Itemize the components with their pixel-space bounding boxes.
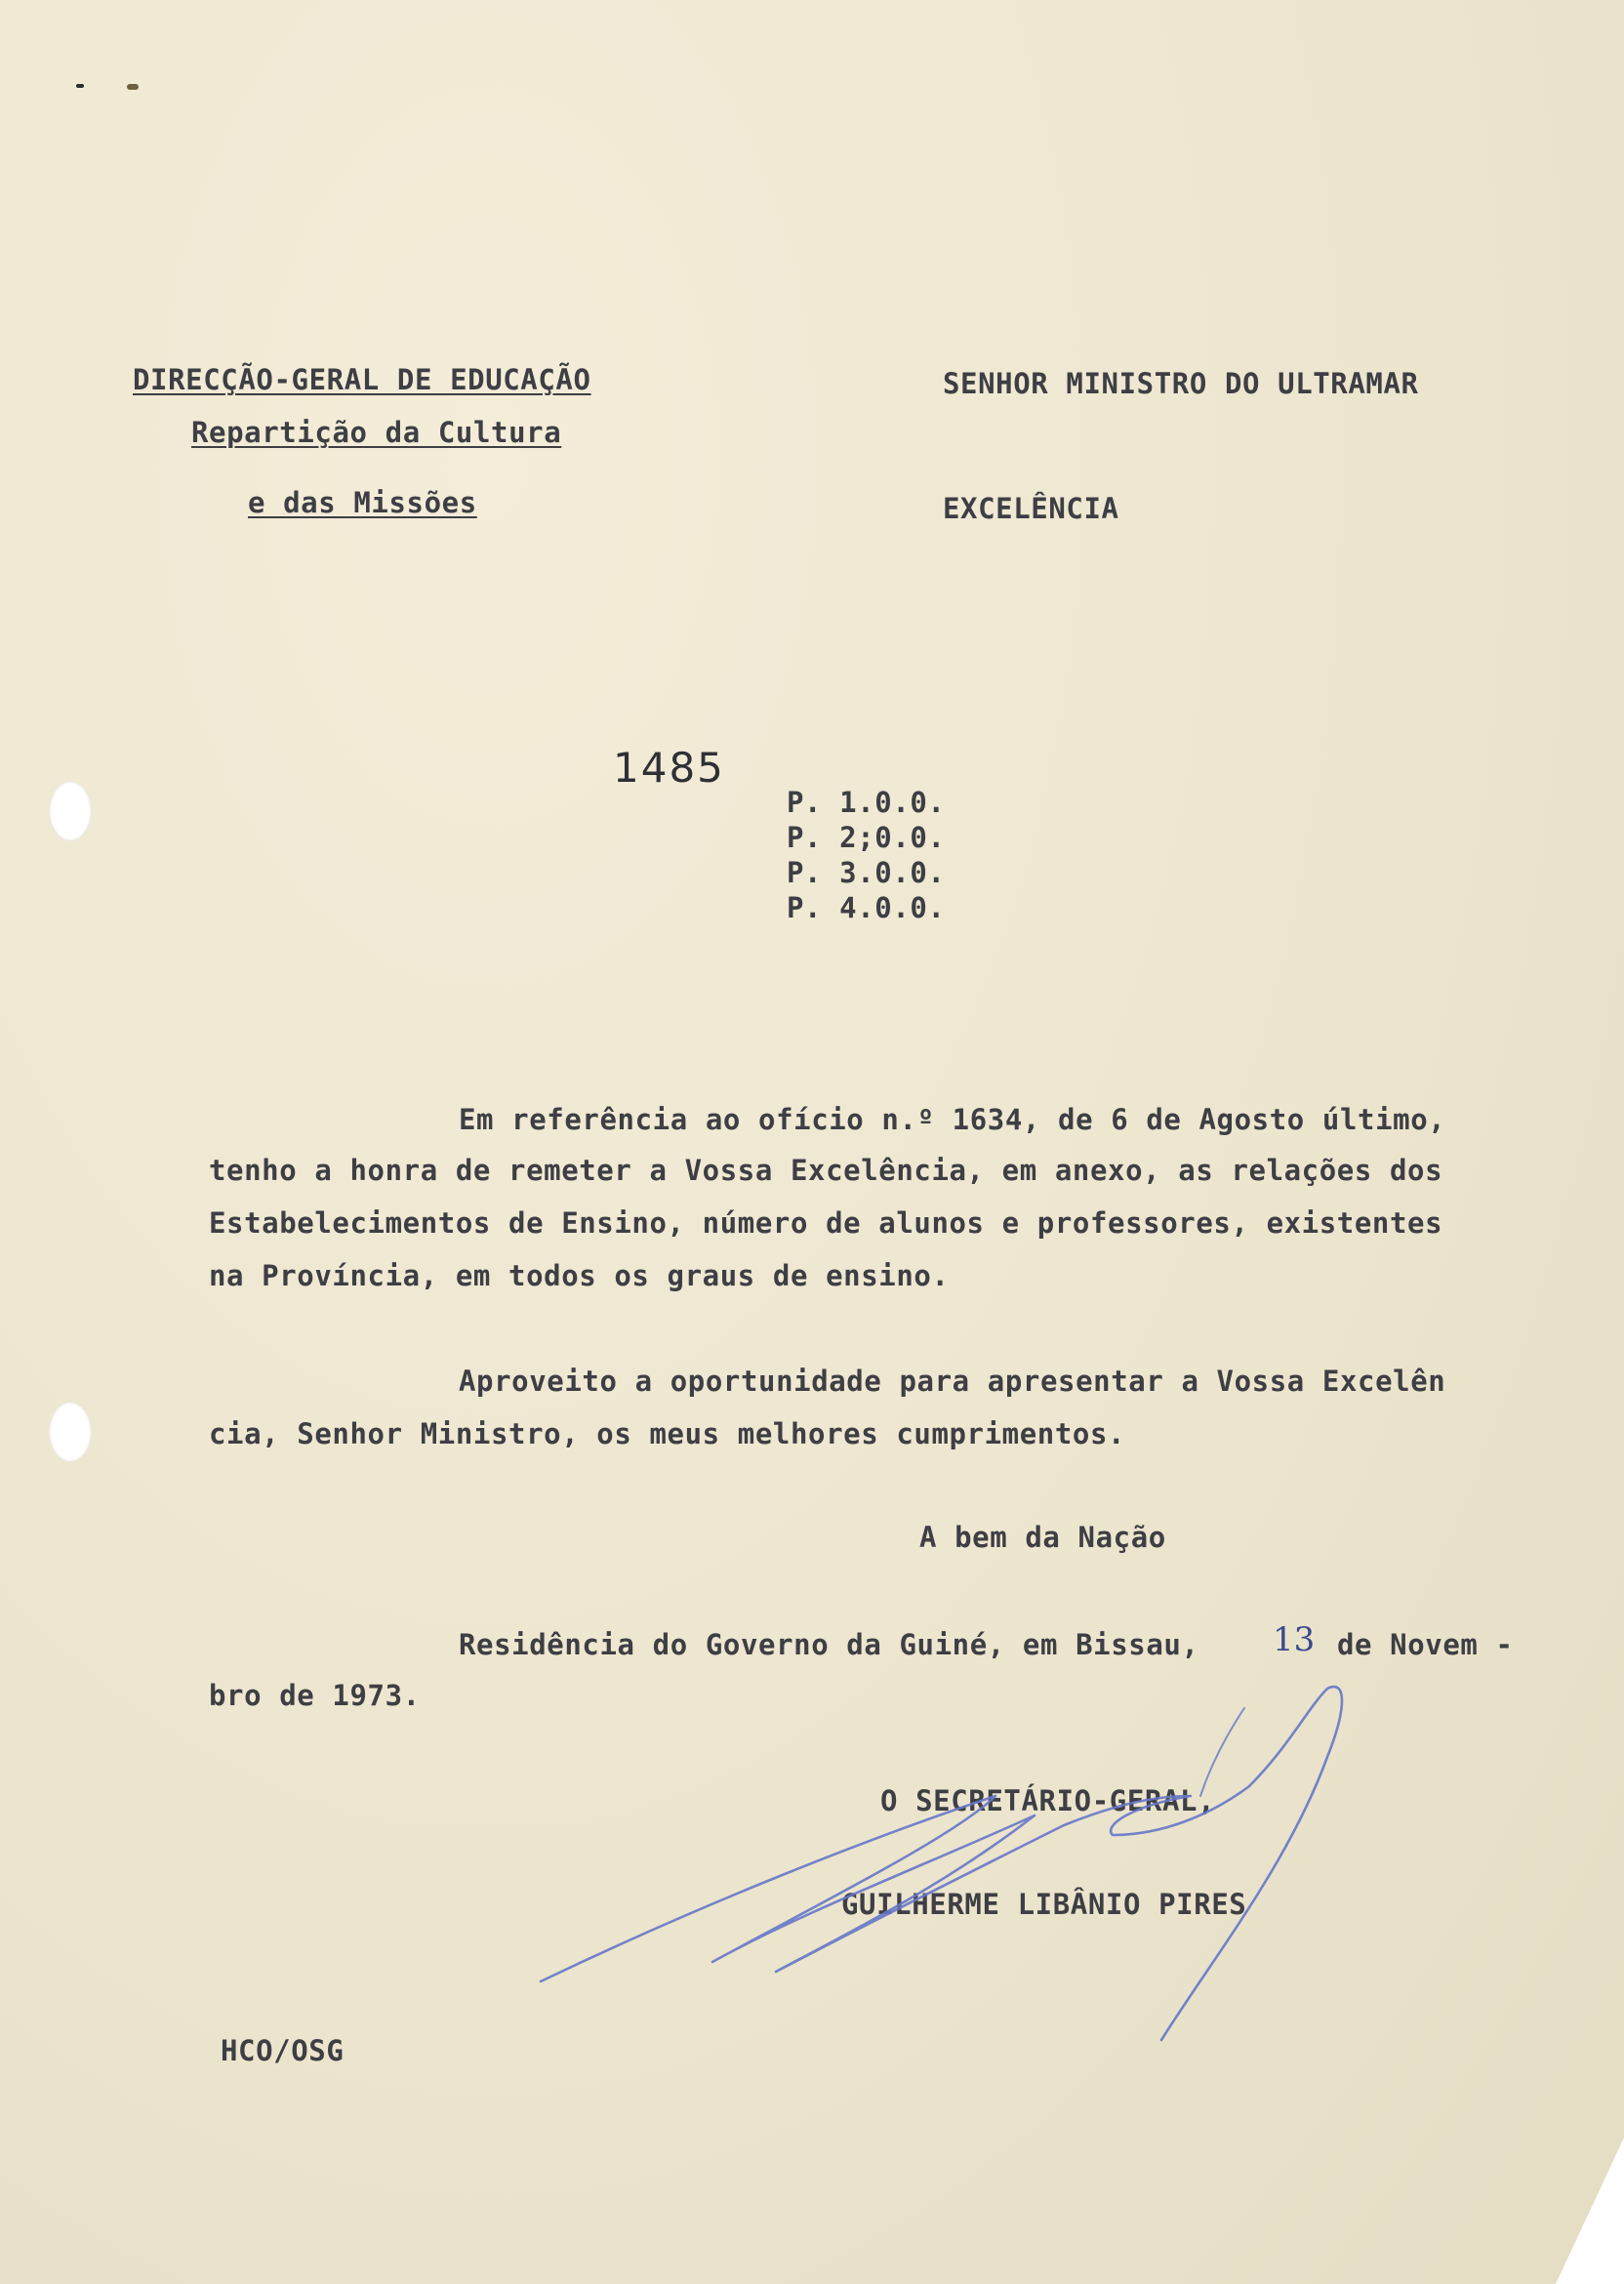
body-para1-line2: tenho a honra de remeter a Vossa Excelência, em anexo, as relações dos xyxy=(209,1154,1443,1187)
ink-speck xyxy=(76,84,84,88)
place-date-line1: Residência do Governo da Guiné, em Bissau, xyxy=(459,1628,1199,1661)
punch-hole-bottom xyxy=(49,1402,92,1462)
process-ref: P. 4.0.0. xyxy=(787,891,946,924)
process-ref: P. 2;0.0. xyxy=(787,821,946,854)
reference-initials: HCO/OSG xyxy=(221,2034,345,2067)
registry-number-stamp: 1485 xyxy=(613,744,725,792)
body-para1-line3: Estabelecimentos de Ensino, número de alunos e professores, existentes xyxy=(209,1206,1443,1240)
body-para1-line4: na Província, em todos os graus de ensino. xyxy=(209,1259,950,1292)
process-references xyxy=(787,785,946,925)
department-division-cont: e das Missões xyxy=(248,486,477,519)
punch-hole-top xyxy=(49,781,92,841)
closing-formula: A bem da Nação xyxy=(919,1521,1166,1554)
salutation: EXCELÊNCIA xyxy=(943,492,1119,525)
signatory-title: O SECRETÁRIO-GERAL, xyxy=(880,1784,1216,1817)
addressee: SENHOR MINISTRO DO ULTRAMAR xyxy=(943,367,1419,400)
signatory-name: GUILHERME LIBÂNIO PIRES xyxy=(841,1888,1247,1921)
body-para1-line1: Em referência ao ofício n.º 1634, de 6 de Agosto último, xyxy=(459,1103,1446,1136)
torn-corner xyxy=(1556,2138,1624,2284)
handwritten-day: 13 xyxy=(1273,1620,1316,1659)
department-name: DIRECÇÃO-GERAL DE EDUCAÇÃO xyxy=(133,363,591,396)
department-division: Repartição da Cultura xyxy=(191,416,562,449)
process-ref: P. 3.0.0. xyxy=(787,856,946,889)
body-para2-line2: cia, Senhor Ministro, os meus melhores cumprimentos. xyxy=(209,1417,1126,1450)
place-date-line2: bro de 1973. xyxy=(209,1679,421,1712)
process-ref: P. 1.0.0. xyxy=(787,786,946,819)
place-date-line1-end: de Novem - xyxy=(1337,1628,1514,1661)
body-para2-line1: Aproveito a oportunidade para apresentar a Vossa Excelên xyxy=(459,1365,1446,1398)
ink-speck xyxy=(127,84,139,90)
handwritten-signature xyxy=(527,1669,1366,2060)
